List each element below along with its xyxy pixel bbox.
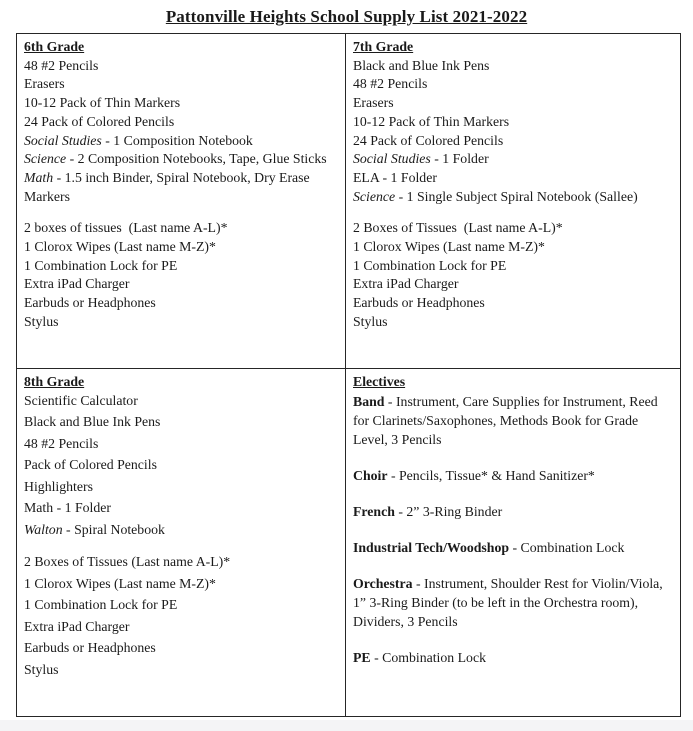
supply-item: 1 Clorox Wipes (Last name M-Z)* — [24, 239, 216, 255]
supply-item: Extra iPad Charger — [24, 618, 130, 634]
blank-line — [353, 449, 675, 466]
page-edge-strip — [0, 720, 693, 731]
supply-item: Earbuds or Headphones — [24, 640, 156, 656]
supply-item: 24 Pack of Colored Pencils — [24, 113, 175, 129]
subject-name: Science — [24, 151, 67, 167]
supply-item: 1 Combination Lock for PE — [353, 257, 507, 273]
supply-cell-grade-6 — [17, 34, 346, 369]
supply-cell-electives — [346, 369, 680, 716]
supply-item: French - 2” 3-Ring Binder — [353, 503, 503, 519]
supply-item: Earbuds or Headphones — [24, 295, 156, 311]
cell-heading-grade-6: 6th Grade — [24, 39, 85, 54]
supply-item: Black and Blue Ink Pens — [353, 57, 490, 73]
blank-line — [24, 206, 340, 219]
supply-item: Social Studies - 1 Folder — [353, 151, 489, 167]
supply-item: Orchestra - Instrument, Shoulder Rest for Violin/Viola, 1” 3-Ring Binder (to be left in the Orchestra room), Dividers, 3 Pencils — [353, 575, 667, 629]
subject-name: Math — [24, 169, 54, 185]
supply-item: Science - 2 Composition Notebooks, Tape, Glue Sticks — [24, 151, 327, 167]
blank-line — [353, 631, 675, 648]
supply-item: 48 #2 Pencils — [353, 76, 428, 92]
supply-item: 1 Combination Lock for PE — [24, 257, 178, 273]
supply-item: Pack of Colored Pencils — [24, 457, 157, 473]
elective-name: Band — [353, 393, 385, 409]
subject-name: Social Studies — [353, 151, 431, 167]
supply-item: Extra iPad Charger — [353, 276, 459, 292]
supply-item: 24 Pack of Colored Pencils — [353, 132, 504, 148]
elective-name: Industrial Tech/Woodshop — [353, 539, 510, 555]
supply-item: 1 Clorox Wipes (Last name M-Z)* — [24, 575, 216, 591]
elective-name: Choir — [353, 467, 388, 483]
supply-item: ELA - 1 Folder — [353, 169, 437, 185]
subject-name: Walton — [24, 521, 63, 537]
supply-item: 10-12 Pack of Thin Markers — [24, 95, 181, 111]
blank-line — [353, 206, 675, 219]
supply-item: Science - 1 Single Subject Spiral Notebook (Sallee) — [353, 188, 638, 204]
elective-name: Orchestra — [353, 575, 413, 591]
supply-item: Stylus — [353, 313, 388, 329]
cell-heading-grade-7: 7th Grade — [353, 39, 414, 54]
supply-item: Walton - Spiral Notebook — [24, 521, 165, 537]
supply-item: 2 Boxes of Tissues (Last name A-L)* — [353, 220, 563, 236]
supply-cell-grade-8 — [17, 369, 346, 716]
blank-line — [24, 542, 340, 553]
supply-item: 48 #2 Pencils — [24, 435, 99, 451]
supply-item: Scientific Calculator — [24, 392, 138, 408]
supply-item: Social Studies - 1 Composition Notebook — [24, 132, 253, 148]
supply-item: Erasers — [353, 95, 394, 111]
elective-name: French — [353, 503, 395, 519]
supply-item: Choir - Pencils, Tissue* & Hand Sanitizer* — [353, 467, 595, 483]
supply-item: Math - 1.5 inch Binder, Spiral Notebook, Dry Erase Markers — [24, 169, 314, 204]
cell-heading-electives: Electives — [353, 374, 406, 389]
blank-line — [353, 557, 675, 574]
supply-item: Black and Blue Ink Pens — [24, 414, 161, 430]
supply-item: 1 Combination Lock for PE — [24, 597, 178, 613]
page-title: Pattonville Heights School Supply List 2021-2022 — [165, 7, 528, 26]
supply-item: 1 Clorox Wipes (Last name M-Z)* — [353, 239, 545, 255]
supply-item: 2 Boxes of Tissues (Last name A-L)* — [24, 554, 231, 570]
subject-name: Social Studies — [24, 132, 102, 148]
blank-line — [353, 485, 675, 502]
supply-item: Earbuds or Headphones — [353, 295, 485, 311]
supply-item: Industrial Tech/Woodshop - Combination Lock — [353, 539, 625, 555]
supply-item: 48 #2 Pencils — [24, 57, 99, 73]
supply-item: Math - 1 Folder — [24, 500, 111, 516]
supply-item: Erasers — [24, 76, 65, 92]
supply-item: Band - Instrument, Care Supplies for Instrument, Reed for Clarinets/Saxophones, Methods Book for Grade Level, 3 Pencils — [353, 393, 662, 447]
elective-name: PE — [353, 649, 371, 665]
supply-item: 10-12 Pack of Thin Markers — [353, 113, 510, 129]
supply-item: Highlighters — [24, 478, 93, 494]
cell-heading-grade-8: 8th Grade — [24, 374, 85, 389]
supply-item: 2 boxes of tissues (Last name A-L)* — [24, 220, 228, 236]
blank-line — [353, 521, 675, 538]
subject-name: Science — [353, 188, 396, 204]
supply-cell-grade-7 — [346, 34, 680, 369]
supply-item: PE - Combination Lock — [353, 649, 486, 665]
supply-item: Extra iPad Charger — [24, 276, 130, 292]
supply-item: Stylus — [24, 661, 59, 677]
supply-item: Stylus — [24, 313, 59, 329]
supply-table — [16, 33, 681, 717]
